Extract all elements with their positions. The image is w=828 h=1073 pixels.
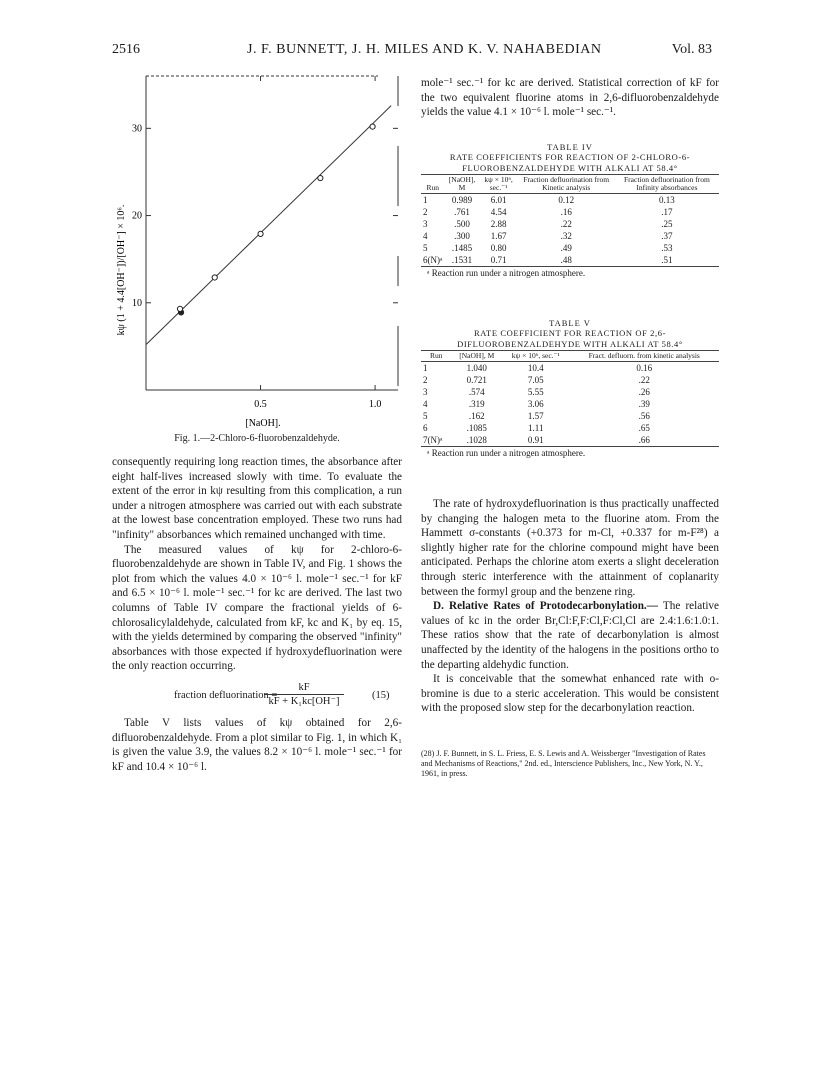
- table-iv-cell: 3: [423, 219, 428, 229]
- table-iv-row: [421, 254, 719, 267]
- table-iv-header-cell: Fraction defluorination from Kinetic analysis: [518, 175, 615, 194]
- table-iv-cell: .25: [661, 219, 673, 229]
- section-d-heading: D. Relative Rates of Protodecarbonylation.—: [433, 600, 658, 613]
- table-v-cell: 1: [423, 363, 428, 373]
- figure-1-plot: [112, 70, 402, 442]
- left-column: [112, 455, 402, 674]
- table-v-cell: 0.16: [636, 363, 653, 373]
- table-iv-cell: 0.71: [480, 254, 518, 267]
- right-column-top: [421, 76, 719, 120]
- table-iv-row: [421, 218, 719, 230]
- table-iv-row: [421, 194, 719, 207]
- data-point: [177, 306, 182, 311]
- table-v-title: RATE COEFFICIENT FOR REACTION OF 2,6-DIFLUOROBENZALDEHYDE WITH ALKALI AT 58.4°: [457, 328, 683, 349]
- table-v-body: [421, 362, 719, 447]
- table-v-row: [421, 398, 719, 410]
- table-v-row: [421, 410, 719, 422]
- table-iv-row: [421, 206, 719, 218]
- table-v-cell: 2: [423, 375, 428, 385]
- paragraph-table5: Table V lists values of kψ obtained for 2,6-difluorobenzaldehyde. From a plot similar to Fig. 1, in which K₁ is given the value 3.9, the values 8.2 × 10⁻⁶ l. mole⁻¹ sec.⁻¹ for kF and 10.4 × 10⁻⁶ l.: [112, 717, 402, 773]
- table-v-cell: 0.91: [502, 434, 569, 447]
- table-v-cell: 5.55: [527, 387, 544, 397]
- table-iv-cell: .37: [661, 231, 673, 241]
- data-point: [370, 124, 375, 129]
- table-v-cell: .1085: [466, 423, 487, 433]
- table-v-cell: 6: [423, 423, 428, 433]
- table-iv-cell: 2.88: [490, 219, 507, 229]
- y-tick-label: 20: [132, 210, 142, 222]
- table-iv-cell: 6(N)ᵃ: [423, 255, 443, 265]
- table-iv-cell: .32: [560, 231, 572, 241]
- table-v-grid: [421, 350, 719, 447]
- paragraph-section-d: [421, 599, 719, 672]
- table-v-row: [421, 422, 719, 434]
- table-iv-cell: 0.80: [490, 243, 507, 253]
- table-iv-cell: 5: [423, 243, 428, 253]
- table-iv-cell: 6.01: [490, 195, 507, 205]
- table-iv-cell: .16: [560, 207, 572, 217]
- table-iv-cell: .500: [454, 219, 470, 229]
- table-iv-title: RATE COEFFICIENTS FOR REACTION OF 2-CHLORO-6-FLUOROBENZALDEHYDE WITH ALKALI AT 58.4°: [449, 152, 691, 173]
- paragraph-measured-values: The measured values of kψ for 2-chloro-6-fluorobenzaldehyde are shown in Table IV, and Fig. 1 shows the plot from which the values 4.0 × 10⁻⁶ l. mole⁻¹ sec.⁻¹ for kF and 6.5 × 10⁻⁶ l. mole⁻¹ sec.⁻¹ for kc are derived. The last two columns of Table IV compare the fractional yields of 6-chlorosalicylaldehyde, calculated from kF, kc and K₁ by eq. 15, with the yields determined by comparing the observed "infinity" absorbances with those expected if hydroxydefluorination were the only reaction occurring.: [112, 543, 402, 673]
- table-iv-cell: 0.12: [558, 195, 575, 205]
- table-iv-note: ᵃ Reaction run under a nitrogen atmosphere.: [427, 268, 586, 278]
- data-point: [212, 275, 217, 280]
- figure-caption: Fig. 1.—2-Chloro-6-fluorobenzaldehyde.: [174, 433, 340, 444]
- table-iv-body: [421, 194, 719, 267]
- equation-15: [112, 682, 402, 712]
- equation-lhs: fraction defluorination =: [174, 690, 278, 701]
- x-tick-label: 1.0: [368, 399, 382, 410]
- table-iv-cell: 4.54: [490, 207, 507, 217]
- table-v-header-row: [421, 351, 719, 362]
- table-v-note: ᵃ Reaction run under a nitrogen atmosphere.: [427, 448, 586, 458]
- table-iv: [421, 142, 719, 278]
- table-v-cell: .65: [638, 423, 650, 433]
- table-v-header-cell: [NaOH], M: [451, 351, 502, 362]
- footnote-28: (28) J. F. Bunnett, in S. L. Friess, E. S. Lewis and A. Weissberger "Investigation of Rates and Mechanisms of Reactions," 2nd. ed., Interscience Publishers, Inc., New York, N. Y., 1961, in press.: [421, 749, 706, 778]
- data-points: [177, 124, 375, 315]
- table-v-cell: 7.05: [527, 375, 544, 385]
- table-v-cell: 4: [423, 399, 428, 409]
- x-axis-label: [NaOH].: [245, 418, 281, 429]
- table-v-cell: .39: [638, 399, 650, 409]
- plot-ticks: [132, 76, 398, 410]
- table-v-header-cell: Fract. defluorn. from kinetic analysis: [569, 351, 719, 362]
- table-v-cell: .319: [468, 399, 485, 409]
- table-iv-cell: 0.13: [659, 195, 675, 205]
- data-point: [258, 231, 263, 236]
- table-iv-cell: .1531: [444, 254, 479, 267]
- table-v-row: [421, 374, 719, 386]
- table-iv-cell: .49: [560, 243, 572, 253]
- right-column-bottom: [421, 497, 719, 716]
- table-iv-cell: 1.67: [490, 231, 507, 241]
- table-iv-cell: .300: [454, 231, 470, 241]
- table-iv-cell: 0.989: [451, 195, 473, 205]
- y-tick-label: 30: [132, 123, 142, 135]
- table-iv-cell: .53: [661, 243, 673, 253]
- table-iv-cell: .17: [661, 207, 673, 217]
- running-header: [112, 42, 712, 62]
- author-line: J. F. BUNNETT, J. H. MILES AND K. V. NAHABEDIAN: [247, 42, 602, 57]
- table-iv-header-cell: Run: [421, 175, 444, 194]
- table-v-cell: 0.721: [466, 375, 487, 385]
- equation-number: (15): [372, 690, 390, 701]
- table-v-cell: 3: [423, 387, 428, 397]
- table-iv-cell: .22: [560, 219, 572, 229]
- table-iv-cell: .48: [518, 254, 615, 267]
- table-iv-cell: .761: [454, 207, 470, 217]
- table-v-cell: 3.06: [527, 399, 544, 409]
- equation-numerator: kF: [264, 682, 344, 695]
- table-iv-header-row: [421, 175, 719, 194]
- table-iv-cell: 1: [423, 195, 428, 205]
- table-iv-header-cell: kψ × 10⁶, sec.⁻¹: [480, 175, 518, 194]
- left-column-bottom: [112, 716, 402, 774]
- table-v-cell: 1.040: [466, 363, 487, 373]
- y-axis-label: kψ (1 + 4.4[OH⁻])/[OH⁻] × 10⁶.: [116, 204, 127, 336]
- table-iv-cell: .51: [615, 254, 719, 267]
- table-v-cell: .574: [468, 387, 485, 397]
- paragraph-hammett: The rate of hydroxydefluorination is thus practically unaffected by changing the halogen meta to the fluorine atom. From the Hammett σ-constants (+0.373 for m-Cl, +0.337 for m-F²⁸) a slightly higher rate for the chlorine compound might have been anticipated. Perhaps the chlorine atom exerts a slight deceleration through steric interference with the attainment of coplanarity between the formyl group and the benzene ring.: [421, 498, 719, 598]
- table-iv-cell: .1485: [451, 243, 473, 253]
- x-tick-label: 0.5: [254, 399, 267, 410]
- table-v-cell: 1.11: [528, 423, 544, 433]
- y-tick-label: 10: [132, 297, 142, 309]
- plot-frame: [146, 76, 398, 390]
- table-iv-row: [421, 242, 719, 254]
- volume-number: Vol. 83: [671, 42, 712, 57]
- equation-denominator: kF + K₁kc[OH⁻]: [268, 696, 340, 707]
- table-v-cell: .26: [638, 387, 650, 397]
- table-v-cell: 10.4: [527, 363, 544, 373]
- data-point: [318, 175, 323, 180]
- table-v-cell: 7(N)ᵃ: [421, 434, 451, 447]
- table-v: [421, 318, 719, 458]
- table-v-cell: 5: [423, 411, 428, 421]
- table-iv-label: TABLE IV: [547, 142, 593, 152]
- table-iv-header-cell: [NaOH], M: [444, 175, 479, 194]
- paragraph-continued: consequently requiring long reaction times, the absorbance after eight half-lives increased slowly with time. To evaluate the extent of the error in kψ resulting from this complication, a run under a nitrogen atmosphere was carried out with each substrate at the lowest base concentration employed. These two runs had "infinity" absorbances which remained unchanged with time.: [112, 456, 402, 541]
- equation-fraction: [264, 682, 344, 707]
- table-iv-header-cell: Fraction defluorination from Infinity absorbances: [615, 175, 719, 194]
- page-number: 2516: [112, 42, 140, 57]
- table-iv-row: [421, 230, 719, 242]
- table-v-header-cell: Run: [421, 351, 451, 362]
- table-v-cell: .1028: [451, 434, 502, 447]
- table-v-label: TABLE V: [549, 318, 591, 328]
- table-iv-cell: 2: [423, 207, 428, 217]
- table-v-cell: 1.57: [527, 411, 544, 421]
- table-v-row: [421, 362, 719, 375]
- table-v-cell: .22: [638, 375, 650, 385]
- table-iv-cell: 4: [423, 231, 428, 241]
- table-v-cell: .66: [569, 434, 719, 447]
- table-v-cell: .56: [638, 411, 650, 421]
- table-v-header-cell: kψ × 10⁶, sec.⁻¹: [502, 351, 569, 362]
- paragraph-statistical-correction: mole⁻¹ sec.⁻¹ for kc are derived. Statistical correction of kF for the two equivalent fluorine atoms in 2,6-difluorobenzaldehyde yields the value 4.1 × 10⁻⁶ l. mole⁻¹ sec.⁻¹.: [421, 77, 719, 119]
- table-iv-grid: [421, 174, 719, 267]
- table-v-row: [421, 434, 719, 447]
- paragraph-steric: It is conceivable that the somewhat enhanced rate with o-bromine is due to a steric acceleration. This would be consistent with the proposed slow step for the decarbonylation reaction.: [421, 673, 719, 715]
- section-d-text: The relative values of kc in the order Br,Cl:F,F:Cl,F:Cl,Cl are 2.4:1.6:1.0:1. These ratios show that the rate of decarbonylation is almost unaffected by the identity of the halogens in the positions ortho to the departing aldehydic function.: [421, 600, 719, 671]
- table-v-row: [421, 386, 719, 398]
- table-v-cell: .162: [468, 411, 485, 421]
